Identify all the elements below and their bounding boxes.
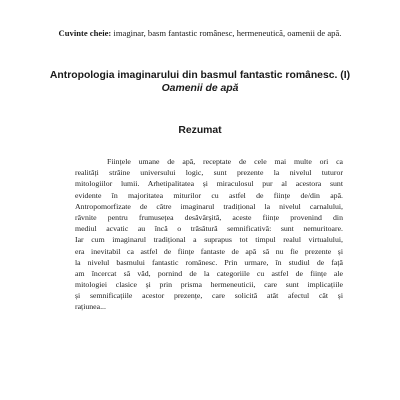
abstract-line: realități străine universului logic, sunt prezente la nivelul tuturor (75, 168, 343, 178)
abstract-line: Antropomorfizate de către imaginarul tradițional la nivelul carnalului, (75, 201, 343, 211)
abstract-line: am încercat să văd, pornind de la categoriile cu astfel de ființe ale (75, 268, 343, 278)
abstract-line: Iar cum imaginarul tradițional a suprapus tot timpul realul virtualului, (75, 235, 343, 245)
abstract-line: era inevitabil ca astfel de ființe fantaste de apă să nu fie prezente și (75, 246, 343, 256)
abstract-line: evidente în majoritatea miturilor cu astfel de ființe de/din apă. (75, 190, 343, 200)
article-subtitle: Oamenii de apă (161, 83, 239, 94)
abstract-line: Ființele umane de apă, receptate de cele mai multe ori ca (107, 157, 343, 166)
article-title: Antropologia imaginarului din basmul fantastic românesc. (I) (49, 70, 351, 81)
keywords-line (0, 27, 400, 39)
abstract-line: râvnite pentru frumusețea desăvârșită, aceste ființe provenind din (75, 212, 343, 222)
abstract-line: mitologiei clasice și prin prisma hermeneuticii, care sunt implicațiile (75, 280, 343, 290)
abstract-line: mediul acvatic au încă o trăsătură semnificativă: sunt nemuritoare. (75, 224, 343, 234)
abstract-line: rațiunea... (75, 302, 106, 312)
abstract-body (75, 156, 343, 313)
keywords-label: Cuvinte cheie: (58, 28, 112, 38)
abstract-line: mitologiilor lumii. Arhetipalitatea și miraculosul pur al acestora sunt (75, 179, 343, 189)
abstract-line: și semnificațiile acestor prezențe, care solicită atât afectul cât și (75, 291, 343, 301)
keywords-text: imaginar, basm fantastic românesc, hermeneutică, oamenii de apă. (111, 28, 342, 38)
abstract-heading: Rezumat (178, 125, 222, 136)
abstract-line: la nivelul basmului fantastic românesc. Prin urmare, în studiul de față (75, 257, 343, 267)
